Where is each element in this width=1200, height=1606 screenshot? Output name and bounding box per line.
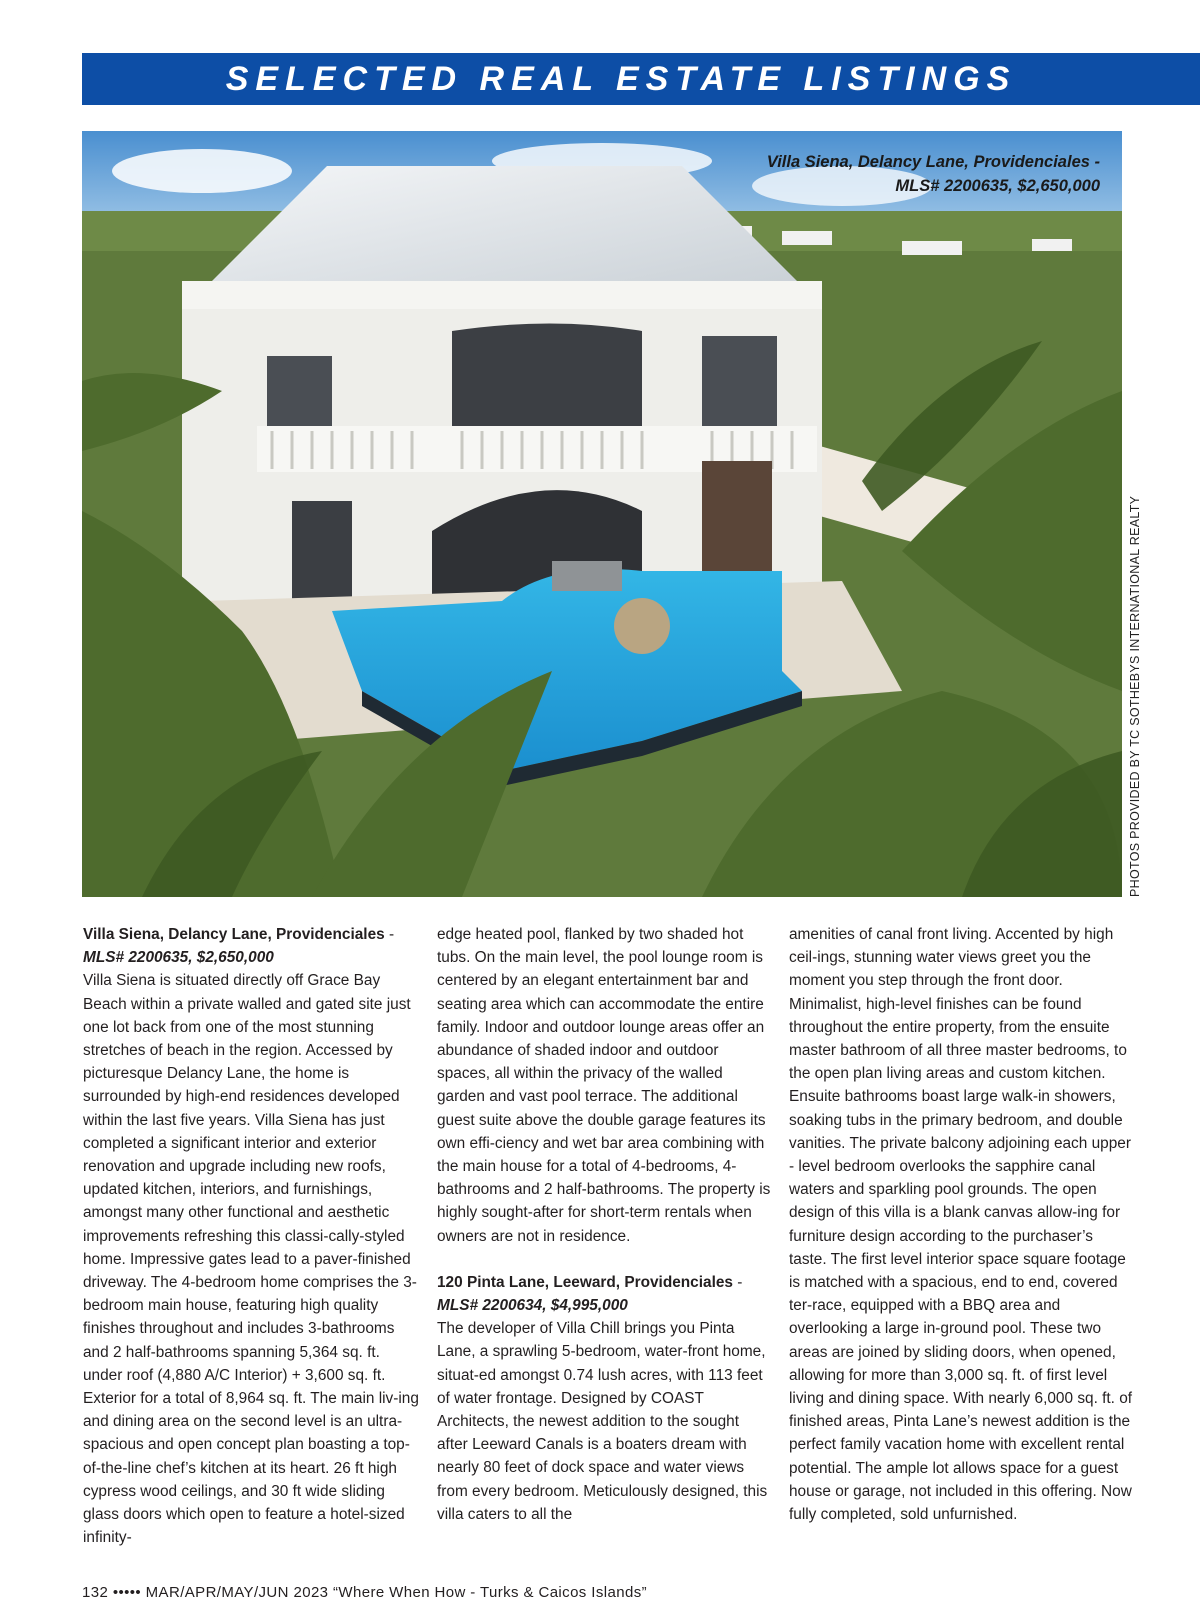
listing1-subheading: MLS# 2200635, $2,650,000 xyxy=(83,949,274,967)
photo-caption xyxy=(767,150,1100,198)
text-column-1 xyxy=(83,923,419,1549)
publication-name: “Where When How - Turks & Caicos Islands” xyxy=(333,1584,647,1601)
section-title: SELECTED REAL ESTATE LISTINGS xyxy=(225,59,1017,98)
listing2-body-part1: The developer of Villa Chill brings you Pinta Lane, a sprawling 5-bedroom, water-front home, situat-ed amongst 0.74 lush acres, with 113 feet of water frontage. Designed by COAST Architects, the newest addition to the sought after Leeward Canals is a boaters dream with nearly 80 feet of dock space and water views from every bedroom. Meticulously designed, this villa caters to all the xyxy=(437,1320,768,1523)
caption-line-1: Villa Siena, Delancy Lane, Providenciales - xyxy=(766,153,1100,171)
page-footer xyxy=(82,1584,647,1601)
issue-date: MAR/APR/MAY/JUN 2023 xyxy=(145,1584,329,1601)
caption-line-2: MLS# 2200635, $2,650,000 xyxy=(895,177,1100,195)
text-column-2 xyxy=(437,923,773,1526)
footer-dots: ••••• xyxy=(112,1584,142,1601)
villa-illustration xyxy=(82,131,1122,897)
section-banner xyxy=(82,53,1200,105)
listing1-body-part1: Villa Siena is situated directly off Grace Bay Beach within a private walled and gated site just one lot back from one of the most stunning stretches of beach in the region. Accessed by picturesque Delancy Lane, the home is surrounded by high-end residences developed within the last five years. Villa Siena has just completed a significant interior and exterior renovation and upgrade including new roofs, updated kitchen, interiors, and furnishings, amongst many other functional and aesthetic improvements refreshing this classi-cally-styled home. Impressive gates lead to a paver-finished driveway. The 4-bedroom home comprises the 3-bedroom main house, featuring high quality finishes throughout and includes 3-bathrooms and 2 half-bathrooms spanning 5,364 sq. ft. under roof (4,880 A/C Interior) + 3,600 sq. ft. Exterior for a total of 8,964 sq. ft. The main liv-ing and dining area on the second level is an ultra-spacious and open concept plan boasting a top-of-the-line chef’s kitchen at its heart. 26 ft high cypress wood ceilings, and 30 ft wide sliding glass doors which open to feature a hotel-sized infinity- xyxy=(83,972,419,1547)
photo-credit: PHOTOS PROVIDED BY TC SOTHEBYS INTERNATIONAL REALTY xyxy=(1128,495,1142,897)
text-column-3 xyxy=(789,923,1134,1526)
listing2-heading: 120 Pinta Lane, Leeward, Providenciales xyxy=(437,1273,733,1291)
listing1-heading-suffix: - xyxy=(384,926,395,943)
listing2-heading-suffix: - xyxy=(732,1273,743,1291)
listing1-body-part2: edge heated pool, flanked by two shaded hot tubs. On the main level, the pool lounge room is centered by an elegant entertainment bar and seating area which can accommodate the entire family. Indoor and outdoor lounge areas offer an abundance of shaded indoor and outdoor spaces, all within the privacy of the walled garden and vast pool terrace. The additional guest suite above the double garage features its own effi-ciency and wet bar area combining with the main house for a total of 4-bedrooms, 4-bathrooms and 2 half-bathrooms. The property is highly sought-after for short-term rentals when owners are not in residence. xyxy=(437,926,771,1245)
listing2-body-part2: amenities of canal front living. Accented by high ceil-ings, stunning water views greet you the moment you step through the front door. Minimalist, high-level finishes can be found throughout the entire property, from the ensuite master bathroom of all three master bedrooms, to the open plan living areas and custom kitchen. Ensuite bathrooms boast large walk-in showers, soaking tubs in the primary bedroom, and double vanities. The private balcony adjoining each upper - level bedroom overlooks the sapphire canal waters and sparkling pool grounds. The open design of this villa is a blank canvas allow-ing for furniture design according to the purchaser’s taste. The first level interior space square footage is matched with a spacious, end to end, covered ter-race, equipped with a BBQ area and overlooking a large in-ground pool. These two areas are joined by sliding doors, when opened, allowing for more than 3,000 sq. ft. of first level living and dining space. With nearly 6,000 sq. ft. of finished areas, Pinta Lane’s newest addition is the perfect family vacation home with excellent rental potential. The ample lot allows space for a guest house or garage, not included in this offering. Now fully completed, sold unfurnished. xyxy=(789,926,1133,1524)
listing1-heading: Villa Siena, Delancy Lane, Providenciales xyxy=(83,926,385,943)
villa-photo xyxy=(82,131,1122,897)
page-number: 132 xyxy=(82,1584,109,1601)
listing2-subheading: MLS# 2200634, $4,995,000 xyxy=(437,1297,628,1315)
